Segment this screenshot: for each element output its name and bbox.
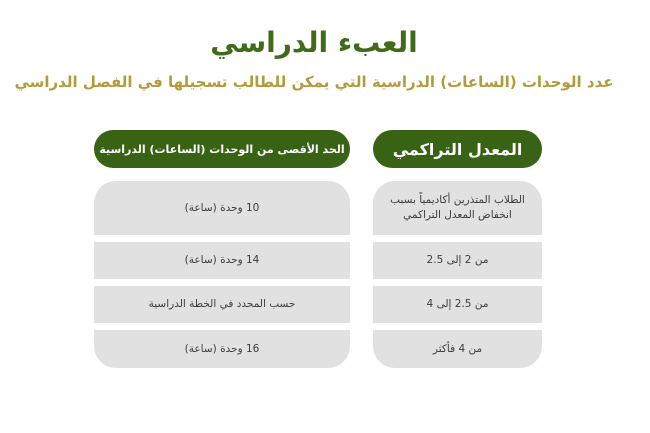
gpa-cell: من 2 إلى 2.5 (373, 242, 542, 279)
page-subtitle: عدد الوحدات (الساعات) الدراسية التي يمكن للطالب تسجيلها في الفصل الدراسي (14, 73, 614, 91)
gpa-header: المعدل التراكمي (373, 130, 542, 168)
max-units-cell: 10 وحدة (ساعة) (94, 181, 350, 235)
page-title: العبء الدراسي (210, 26, 418, 59)
max-units-header: الحد الأقصى من الوحدات (الساعات) الدراسية (94, 130, 350, 168)
gpa-cell: من 4 فأكثر (373, 330, 542, 368)
max-units-cell: 14 وحدة (ساعة) (94, 242, 350, 279)
max-units-cell: 16 وحدة (ساعة) (94, 330, 350, 368)
max-units-cell: حسب المحدد في الخطة الدراسية (94, 286, 350, 323)
gpa-cell: من 2.5 إلى 4 (373, 286, 542, 323)
gpa-cell: الطلاب المتذرين أكاديمياً بسبب انخفاض المعدل التراكمي (373, 181, 542, 235)
